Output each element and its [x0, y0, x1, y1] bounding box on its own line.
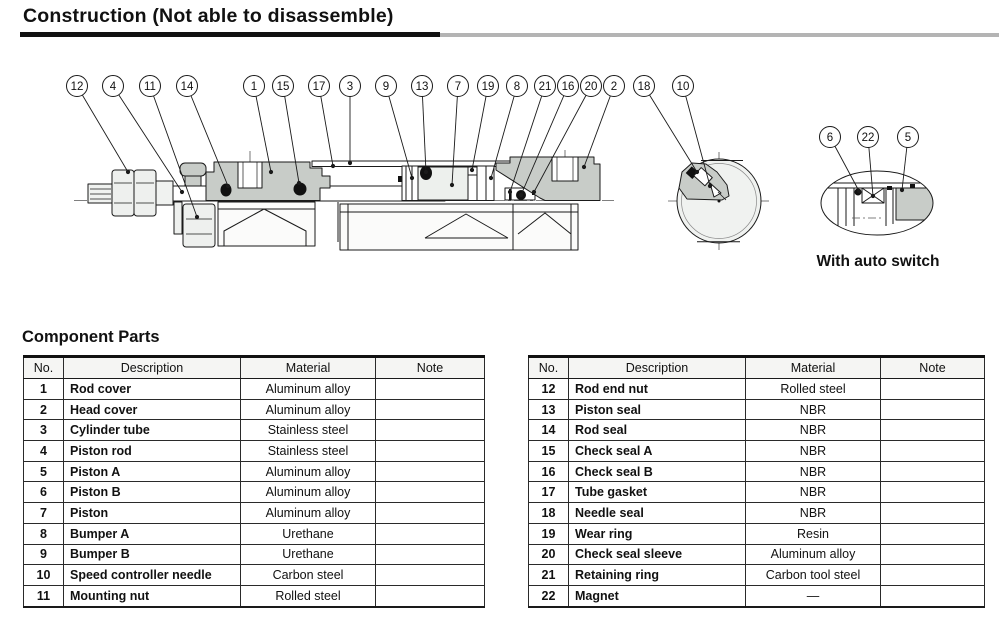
part-no: 1	[24, 379, 64, 400]
table-row	[24, 441, 485, 462]
title-underline-gray	[440, 33, 999, 37]
part-note	[881, 565, 985, 586]
column-header-description: Description	[64, 357, 241, 379]
part-description: Needle seal	[569, 503, 746, 524]
part-description: Check seal B	[569, 461, 746, 482]
column-header-no: No.	[24, 357, 64, 379]
table-header-row	[24, 357, 485, 379]
part-note	[881, 441, 985, 462]
svg-text:4: 4	[109, 81, 117, 93]
part-no: 19	[529, 523, 569, 544]
column-header-material: Material	[241, 357, 376, 379]
part-description: Speed controller needle	[64, 565, 241, 586]
part-no: 13	[529, 399, 569, 420]
part-material: Aluminum alloy	[241, 379, 376, 400]
part-note	[376, 420, 485, 441]
component-parts-table-left	[23, 355, 485, 608]
part-note	[881, 544, 985, 565]
part-note	[881, 420, 985, 441]
mount-flange-block	[218, 202, 338, 246]
part-description: Rod seal	[569, 420, 746, 441]
svg-text:5: 5	[904, 132, 912, 144]
part-material: NBR	[746, 420, 881, 441]
svg-text:14: 14	[180, 81, 194, 93]
rod-cover	[206, 162, 330, 201]
part-material: Stainless steel	[241, 420, 376, 441]
auto-switch-label: With auto switch	[816, 253, 940, 270]
column-header-note: Note	[376, 357, 485, 379]
part-no: 5	[24, 461, 64, 482]
end-view	[677, 159, 761, 243]
part-no: 3	[24, 420, 64, 441]
table-row	[529, 585, 985, 606]
table-row	[24, 420, 485, 441]
callout-3-cylinder-tube	[340, 76, 361, 166]
part-description: Tube gasket	[569, 482, 746, 503]
table-row	[529, 461, 985, 482]
part-description: Cylinder tube	[64, 420, 241, 441]
part-description: Piston rod	[64, 441, 241, 462]
table-row	[24, 399, 485, 420]
part-description: Check seal sleeve	[569, 544, 746, 565]
svg-text:21: 21	[538, 81, 552, 93]
svg-text:13: 13	[415, 81, 429, 93]
part-material: NBR	[746, 503, 881, 524]
table-row	[529, 399, 985, 420]
part-no: 7	[24, 503, 64, 524]
part-note	[881, 482, 985, 503]
table-row	[529, 544, 985, 565]
part-no: 11	[24, 585, 64, 606]
part-material: Carbon tool steel	[746, 565, 881, 586]
part-no: 22	[529, 585, 569, 606]
part-note	[881, 503, 985, 524]
part-no: 21	[529, 565, 569, 586]
title-underline	[20, 32, 999, 37]
svg-text:1: 1	[250, 81, 258, 93]
part-no: 17	[529, 482, 569, 503]
component-parts-heading: Component Parts	[22, 328, 160, 346]
part-material: Urethane	[241, 544, 376, 565]
table-header-row	[529, 357, 985, 379]
part-note	[376, 503, 485, 524]
svg-text:12: 12	[70, 81, 84, 93]
parts-table-1-11	[23, 355, 485, 608]
part-no: 10	[24, 565, 64, 586]
part-note	[376, 482, 485, 503]
column-header-note: Note	[881, 357, 985, 379]
callout-13-piston-seal	[412, 76, 433, 175]
callout-19-wear-ring	[470, 76, 499, 173]
part-material: NBR	[746, 482, 881, 503]
part-note	[376, 523, 485, 544]
part-material: Rolled steel	[746, 379, 881, 400]
body-lower-block	[340, 204, 578, 250]
table-row	[529, 503, 985, 524]
speed-controller-knob	[180, 163, 206, 186]
part-no: 18	[529, 503, 569, 524]
part-material: Aluminum alloy	[241, 399, 376, 420]
svg-text:11: 11	[144, 81, 156, 93]
title-underline-black	[20, 32, 440, 37]
part-description: Mounting nut	[64, 585, 241, 606]
part-note	[376, 399, 485, 420]
column-header-material: Material	[746, 357, 881, 379]
svg-text:3: 3	[346, 81, 354, 93]
part-description: Piston	[64, 503, 241, 524]
part-note	[881, 585, 985, 606]
part-material: Aluminum alloy	[241, 503, 376, 524]
svg-text:16: 16	[561, 81, 575, 93]
part-description: Bumper A	[64, 523, 241, 544]
svg-text:10: 10	[676, 81, 690, 93]
parts-table-12-22	[528, 355, 985, 608]
column-header-no: No.	[529, 357, 569, 379]
part-no: 2	[24, 399, 64, 420]
part-note	[881, 523, 985, 544]
part-material: Aluminum alloy	[241, 461, 376, 482]
callout-1-rod-cover	[244, 76, 274, 175]
part-description: Wear ring	[569, 523, 746, 544]
part-material: Aluminum alloy	[241, 482, 376, 503]
part-material: NBR	[746, 461, 881, 482]
part-note	[376, 565, 485, 586]
table-row	[529, 565, 985, 586]
svg-text:20: 20	[584, 81, 598, 93]
part-no: 20	[529, 544, 569, 565]
part-material: Aluminum alloy	[746, 544, 881, 565]
part-description: Check seal A	[569, 441, 746, 462]
part-no: 15	[529, 441, 569, 462]
part-material: Rolled steel	[241, 585, 376, 606]
part-note	[376, 379, 485, 400]
svg-text:18: 18	[637, 81, 651, 93]
part-material: NBR	[746, 399, 881, 420]
table-row	[24, 544, 485, 565]
svg-text:15: 15	[276, 81, 290, 93]
construction-diagram	[0, 58, 999, 310]
part-no: 9	[24, 544, 64, 565]
part-description: Head cover	[64, 399, 241, 420]
svg-text:9: 9	[382, 81, 390, 93]
svg-text:22: 22	[861, 132, 875, 144]
table-row	[529, 420, 985, 441]
part-material: Carbon steel	[241, 565, 376, 586]
part-description: Magnet	[569, 585, 746, 606]
page-title: Construction (Not able to disassemble)	[23, 5, 394, 27]
table-row	[24, 565, 485, 586]
table-row	[529, 379, 985, 400]
svg-text:17: 17	[312, 81, 326, 93]
part-description: Piston seal	[569, 399, 746, 420]
table-row	[24, 585, 485, 606]
part-no: 12	[529, 379, 569, 400]
part-material: —	[746, 585, 881, 606]
part-no: 16	[529, 461, 569, 482]
table-row	[24, 482, 485, 503]
part-note	[376, 544, 485, 565]
part-no: 8	[24, 523, 64, 544]
part-note	[376, 461, 485, 482]
table-row	[24, 503, 485, 524]
svg-text:8: 8	[513, 81, 521, 93]
rod-end-nut	[88, 170, 173, 216]
svg-text:19: 19	[481, 81, 495, 93]
part-material: Resin	[746, 523, 881, 544]
part-no: 4	[24, 441, 64, 462]
svg-text:6: 6	[826, 132, 834, 144]
table-row	[24, 379, 485, 400]
part-note	[881, 461, 985, 482]
part-no: 14	[529, 420, 569, 441]
column-header-description: Description	[569, 357, 746, 379]
table-row	[24, 461, 485, 482]
part-description: Bumper B	[64, 544, 241, 565]
part-description: Retaining ring	[569, 565, 746, 586]
part-material: NBR	[746, 441, 881, 462]
part-description: Rod end nut	[569, 379, 746, 400]
table-row	[24, 523, 485, 544]
part-note	[881, 399, 985, 420]
part-material: Urethane	[241, 523, 376, 544]
svg-text:2: 2	[610, 81, 618, 93]
part-note	[376, 441, 485, 462]
part-description: Piston A	[64, 461, 241, 482]
table-row	[529, 523, 985, 544]
part-description: Piston B	[64, 482, 241, 503]
part-description: Rod cover	[64, 379, 241, 400]
part-material: Stainless steel	[241, 441, 376, 462]
table-row	[529, 441, 985, 462]
cylinder-cross-section	[74, 150, 934, 250]
part-note	[881, 379, 985, 400]
auto-switch-detail	[821, 171, 934, 235]
component-parts-table-right	[528, 355, 985, 608]
part-no: 6	[24, 482, 64, 503]
part-note	[376, 585, 485, 606]
callout-17-tube-gasket	[309, 76, 336, 169]
svg-text:7: 7	[454, 81, 462, 93]
table-row	[529, 482, 985, 503]
